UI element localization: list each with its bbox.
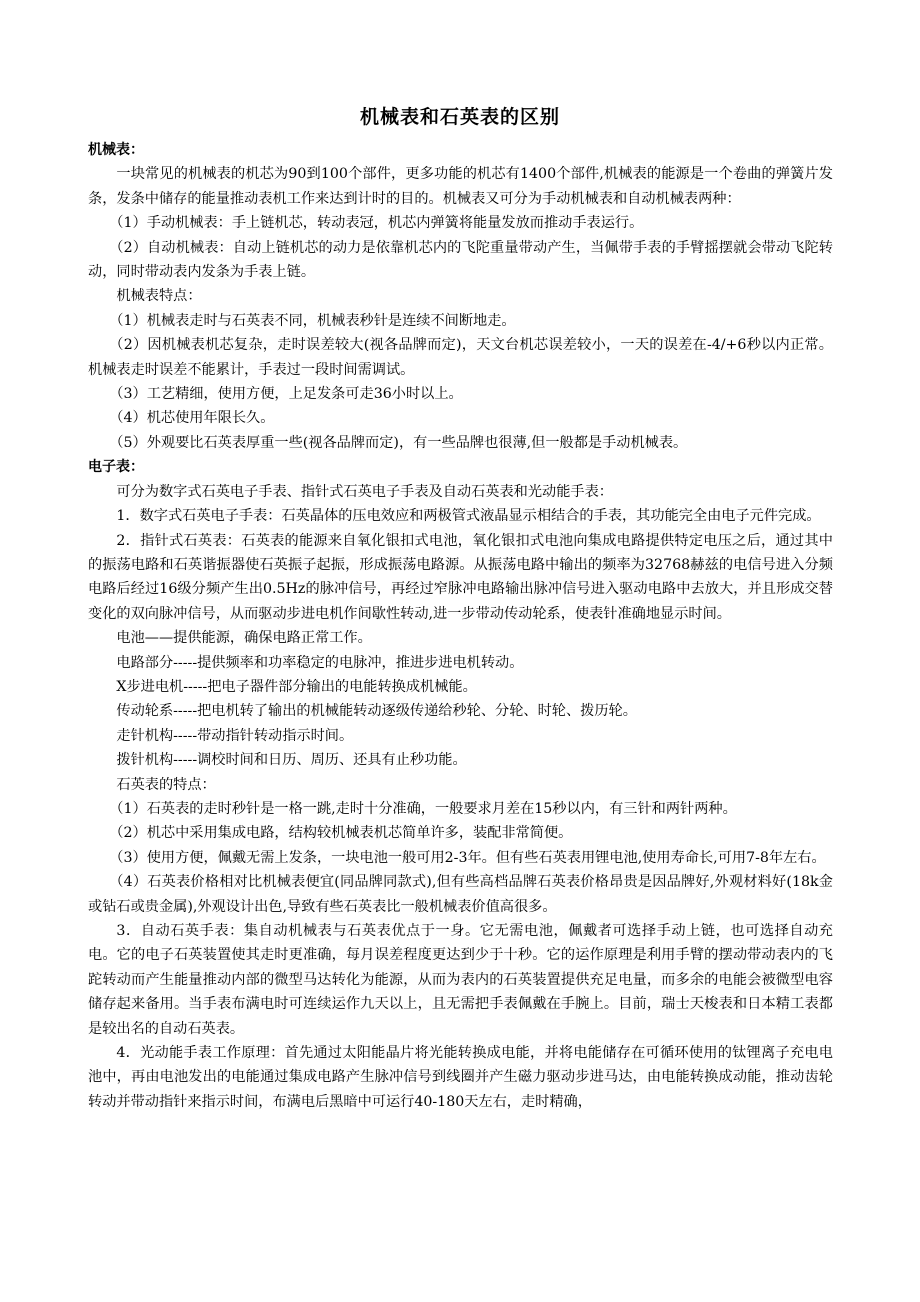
paragraph: 1．数字式石英电子手表：石英晶体的压电效应和两极管式液晶显示相结合的手表，其功能完全由电子元件完成。 [116,508,821,525]
paragraph: 3．自动石英手表：集自动机械表与石英表优点于一身。它无需电池，佩戴者可选择手动上链，也可选择自动充电。它的电子石英装置使其走时更准确，每月误差程度更达到少于十秒。它的运作原理是利用手臂的摆动带动表内的飞跎转动而产生能量推动内部的微型马达转化为能源，从而为表内的石英装置提供充足电量，而多余的电能会被微型电容储存起来备用。当手表布满电时可连续运作九天以上，且无需把手表佩戴在手腕上。目前，瑞士天梭表和日本精工表都是较出名的自动石英表。 [88,923,833,1037]
paragraph: 传动轮系-----把电机转了输出的机械能转动逐级传递给秒轮、分轮、时轮、拨历轮。 [116,703,637,720]
paragraph: （2）自动机械表：自动上链机芯的动力是依靠机芯内的飞陀重量带动产生，当佩带手表的手臂摇摆就会带动飞陀转动，同时带动表内发条为手表上链。 [88,239,833,281]
paragraph: 石英表的特点： [116,776,216,793]
paragraph: （3）使用方便，佩戴无需上发条，一块电池一般可用2-3年。但有些石英表用锂电池,使用寿命长,可用7-8年左右。 [109,849,826,866]
section-heading: 电子表： [88,459,144,476]
paragraph: 一块常见的机械表的机芯为90到100个部件，更多功能的机芯有1400个部件,机械表的能源是一个卷曲的弹簧片发条，发条中储存的能量推动表机工作来达到计时的目的。机械表又可分为手动机械表和自动机械表两种： [88,166,833,207]
paragraph: （3）工艺精细，使用方便，上足发条可走36小时以上。 [109,386,463,403]
paragraph: 走针机构-----带动指针转动指示时间。 [116,727,354,744]
paragraph: （1）手动机械表：手上链机芯，转动表冠，机芯内弹簧将能量发放而推动手表运行。 [109,215,644,232]
paragraph: （5）外观要比石英表厚重一些(视各品牌而定)，有一些品牌也很薄,但一般都是手动机械表。 [109,434,688,451]
paragraph: （4）机芯使用年限长久。 [109,410,275,427]
paragraph: 2．指针式石英表：石英表的能源来自氧化银扣式电池，氧化银扣式电池向集成电路提供特定电压之后，通过其中的振荡电路和石英谐振器使石英振子起振，形成振荡电路源。从振荡电路中输出的频率为32768赫兹的电信号进入分频电路后经过16级分频产生出0.5Hz的脉冲信号，再经过窄脉冲电路输出脉冲信号进入驱动电路中去放大，并且形成交替变化的双向脉冲信号，从而驱动步进电机作间歇性转动,进一步带动传动轮系，使表针准确地显示时间。 [88,532,833,622]
paragraph: （2）因机械表机芯复杂，走时误差较大(视各品牌而定)，天文台机芯误差较小，一天的误差在-4/+6秒以内正常。机械表走时误差不能累计，手表过一段时间需调试。 [88,337,833,378]
paragraph: （4）石英表价格相对比机械表便宜(同品牌同款式),但有些高档品牌石英表价格昂贵是因品牌好,外观材料好(18k金或钻石或贵金属),外观设计出色,导致有些石英表比一般机械表价值高很多。 [88,874,833,915]
section-heading: 机械表： [88,142,144,158]
document-body [88,138,833,1114]
paragraph: （2）机芯中采用集成电路，结构较机械表机芯简单许多，装配非常简便。 [109,825,573,842]
paragraph: 拨针机构-----调校时间和日历、周历、还具有止秒功能。 [116,752,467,769]
document-title: 机械表和石英表的区别 [359,106,560,128]
paragraph: 4．光动能手表工作原理：首先通过太阳能晶片将光能转换成电能，并将电能储存在可循环使用的钛锂离子充电电池中，再由电池发出的电能通过集成电路产生脉冲信号到线圈并产生磁力驱动步进马达，由电能转换成动能，推动齿轮转动并带动指针来指示时间，布满电后黑暗中可运行40-180天左右，走时精确， [88,1045,833,1110]
paragraph: 机械表特点： [116,288,202,305]
paragraph: （1）石英表的走时秒针是一格一跳,走时十分准确，一般要求月差在15秒以内，有三针和两针两种。 [109,800,737,817]
paragraph: 电池——提供能源，确保电路正常工作。 [116,630,372,647]
paragraph: X步进电机-----把电子器件部分输出的电能转换成机械能。 [116,678,477,695]
paragraph: （1）机械表走时与石英表不同，机械表秒针是连续不间断地走。 [109,312,516,329]
paragraph: 电路部分-----提供频率和功率稳定的电脉冲，推进步进电机转动。 [116,654,524,671]
paragraph: 可分为数字式石英电子手表、指针式石英电子手表及自动石英表和光动能手表： [116,483,613,500]
